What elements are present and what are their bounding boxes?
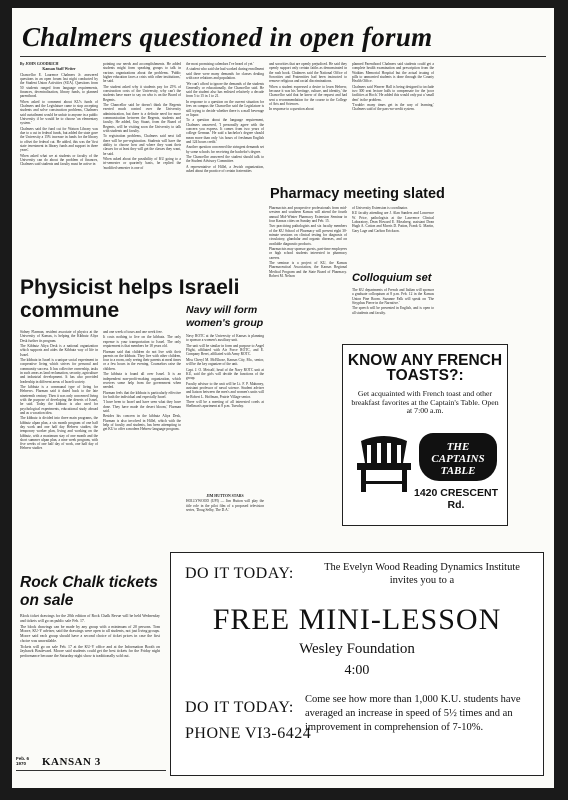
paragraph: Chalmers said the fund cut for Watson Library was due to a cut in federal funds, but added the state gave the University a 15% increase in funds for the library to offset the federal cut. He added, this was the 'first state investment in library funds and support in three years'.	[20, 126, 98, 153]
paragraph: When asked what we at students or faculty of the University can do about the problem of finances, Chalmers said students and faculty must be active in	[20, 153, 98, 167]
colloquium-headline: Colloquium set	[352, 272, 432, 284]
navy-headline: Navy will form women's group	[186, 304, 264, 329]
jim-hutton-item	[186, 492, 264, 550]
paragraph: the most promising calendars I've heard of yet.'	[186, 62, 254, 66]
paragraph: Another question concerned the stringent demands set by some schools for receiving the bachelor's degree.	[186, 145, 264, 154]
newspaper-page	[12, 8, 554, 788]
divider	[16, 770, 166, 771]
evelyn-wood-ad	[170, 552, 544, 776]
jim-hutton-headline: JIM HUTTON STARS	[206, 494, 244, 498]
paragraph: When asked about the possibility of KU going to a tri-semester or quarterly basis, he replied the 'modified semester is one of	[103, 156, 181, 170]
rock-chalk-headline: Rock Chalk tickets on sale	[20, 574, 158, 609]
captains-table-logo	[351, 431, 501, 511]
paragraph: Sidney Flarman, resident associate of physics at the University of Kansas, is helping the Kibbutz Aliya Desk further its program.	[20, 330, 98, 343]
chalmers-column-4	[269, 62, 347, 182]
paragraph: Flarman said that children do not live with their parents on the kibbutz. They live with other children, four to a room, only seeing their parents at meal times or a few hours in the evening. Counselors raise the children.	[103, 349, 181, 371]
chalmers-column-1	[20, 62, 98, 272]
paragraph: of University Extension is coordinator.	[352, 206, 408, 210]
paragraph: In response to a question about	[269, 107, 314, 112]
paragraph: A student who said she had worked during enrollment said there were many demands for classes dealing with race relations and population.	[186, 67, 264, 81]
paragraph: It costs nothing to live on the kibbutz. The only expense is your transportation to Israel. The only requirement is that members be 18 years old.	[103, 335, 181, 349]
paragraph: and one week of tours and one week free.	[103, 330, 163, 334]
captains-chair-icon	[351, 433, 417, 495]
paragraph: Navy ROTC at the University of Kansas is planning to sponsor a women's auxiliary unit.	[186, 334, 264, 343]
paragraph: The speech will be presented in English, and is open to all students and faculty.	[352, 306, 434, 315]
paragraph: To a question about the language requirement, Chalmers answered, 'I personally agree with the concern you express. It comes from two years of college German.' He said a bachelor's degree should mean more than only 'six hours of freshman English and 124 hours credit.'	[186, 118, 264, 144]
chalmers-column-3	[186, 62, 264, 272]
physicist-headline: Physicist helps Israeli commune	[20, 276, 240, 322]
paragraph: Chancellor E. Laurence Chalmers Jr. answered questions in an open forum last night conducted by the Student Union Activities (SUA). Questions from 50 students ranged from language requirements, finances, decentralization, library funds, to planned parenthood.	[20, 72, 98, 99]
pharmacy-headline: Pharmacy meeting slated	[270, 186, 445, 202]
paragraph: The KU departments of French and Italian will sponsor a graduate colloquium at 8 p.m. Feb. 12 in the Kansas Union Pine Room. Suzanne Falk will speak on 'The Sisyphus Pierre in the Narrative.'	[352, 288, 434, 305]
paragraph: Besides his concern in the kibbutz Aliya Desk, Flarman is also involved in Hillel, which with the help of faculty and students, has been attempting to get KU to offer a modern Hebrew language program.	[103, 414, 181, 432]
ad-pitch: Come see how more than 1,000 K.U. students have averaged an increase in speed of 5½ times and an improvement in comprehension of 7-10%.	[305, 694, 521, 733]
paragraph: Pharmacists may sponsor guests, part-time employees or high school students interested in pharmacy careers.	[269, 247, 347, 260]
do-it-today-2: DO IT TODAY:	[185, 699, 294, 716]
paragraph: KU faculty attending are J. Alan Sanders and Lawrence W. Price, pathologists at the Lawrence Clinical Laboratory, Dean Howard E. Mossberg, assistant Dean Hugh A. Cotton and Morris D. Patton, Frank G. Martin, Gary Lage and Carlton Erickson.	[352, 211, 434, 233]
paragraph: Block ticket drawings for the 20th edition of Rock Chalk Revue will be held Wednesday and tickets will go on public sale Feb. 17.	[20, 614, 160, 623]
paragraph: When asked to comment about KU's funds of Chalmers and the Legislature came to stop accepting students and solve construction problems, Chalmers said curtailment would be unfair to anyone in a public University if he would be to choose 'an elementary system.'	[20, 99, 98, 126]
paragraph: Capt. J. O. Metcalf, head of the Navy ROTC unit at KU, said the girls will decide the functions of the group.	[186, 367, 264, 381]
paragraph: Faculty advisor to the unit will be Lt. F. P. Mahoney, assistant professor of naval science. Student adviser and liaison between the men's and women's units will be Robert L. Hoffman, Prairie Village senior.	[186, 381, 264, 399]
paragraph: planned Parenthood Chalmers said students could get a complete health examination and prescription from the Watkins Memorial Hospital but the actual issuing of pills to unmarried students is done through the County Health Office.	[352, 62, 434, 84]
ad-address: 1420 CRESCENT Rd.	[413, 487, 499, 511]
paragraph: Flarman feels that the kibbutz is particularly effective for both the individual and especially Israel.	[103, 390, 181, 399]
physicist-column-2	[103, 330, 181, 550]
paragraph: In response to a question on the current situation for fees on campus the Chancellor said the Legislature is still trying to decide whether there is a mall beverage or liquor.	[186, 99, 264, 117]
colloquium-column	[352, 288, 434, 340]
byline: By JOHN GOODRICH	[20, 62, 59, 66]
ad-body: Get acquainted with French toast and other breakfast favorites at the Captain's Table. Open at 7:00 a.m.	[351, 389, 499, 416]
paragraph: Miss Cheryl M. McElhose, Kansas City, Mo., senior, will be the key organizer of the unit.	[186, 357, 264, 367]
venue: Wesley Foundation	[299, 641, 415, 657]
paragraph: The student asked why it students pay for 25% of construction costs of the University, why can't the students have more to say on who is on the Board of Regents.	[103, 84, 181, 102]
paragraph: Chalmers said Weaver Hall is being designed to include two 300 seat lecture halls to compensate for the 'poor facilities at Hoch.' He added this would only put a 'small dent' in the problem.	[352, 84, 434, 102]
chalmers-column-2	[103, 62, 181, 272]
paragraph: The kibbutz is divided into three main programs, the kibbutz ulpan plan, a six month program of one half day work and one half day Hebrew studies; the temporary worker plan, living and working on the kibbutz, with a maximum stay of one month and the short summer ulpan plan, a nine week program, with five weeks of one half day of work, one half day of Hebrew studies	[20, 416, 98, 451]
folio-date-line1: Feb. 6	[16, 756, 30, 761]
paragraph: When a student expressed a desire to learn Hebrew, because it was his 'heritage, culture, and identity,' the Chancellor said that he knew of the request and had sent a recommendation for the course to the College of Arts and Sciences.	[269, 84, 347, 106]
paragraph: To registration problems, Chalmers said next fall there will be pre-registration. Students will have the ability to choose how and where they want their classes for at least they will get the classes they want, he said.	[103, 134, 181, 156]
paragraph: The block drawings can be made by any group with a minimum of 20 persons. Tom Moore, KU-Y adviser, said the drawings were open to all students, not just living groups. Moore said each group should have a second choice of ticket prices in case the first choice was unavailable.	[20, 624, 160, 643]
captains-table-ad	[342, 344, 508, 526]
ad-headline: KNOW ANY FRENCH TOASTS?:	[347, 352, 503, 384]
paragraph: 'Trouble: many times get in the way of learning,' Chalmers said of the pass-no-credit system.	[352, 103, 434, 112]
physicist-column-1	[20, 330, 98, 570]
paragraph: The Chancellor said he doesn't think the Regents exerted much control over the University administration, but there is a definite need for more communication between the Regents, students and faculty. He added, Guy Stuart, from the Board of Regents, will be visiting soon the University to talk with students and faculty.	[103, 103, 181, 133]
paragraph: The seminar is a project of KU, the Kansas Pharmaceutical Association, the Kansas Regional Medical Program and the State Board of Pharmacy. Robert M. Nelson	[269, 261, 347, 279]
phone-number: PHONE VI3-6424	[185, 725, 312, 742]
paragraph: 'I have been to Israel and have seen what they have done. They have made the desert bloom,' Flarman said.	[103, 400, 181, 413]
paragraph: Two practicing pathologists and six faculty members of the KU School of Pharmacy will present eight 30-minute sessions on clinical testing for diagnosis of circulatory, glandular and organic diseases, and on available diagnostic products.	[269, 224, 347, 246]
mini-lesson-title: FREE MINI-LESSON	[212, 603, 502, 636]
paragraph: The unit will be similar in form and purpose to Angel Flight, affiliated with Air Force ROTC, and E. Company Beret, affiliated with Army ROTC.	[186, 343, 264, 357]
paragraph: 'We can't afford to ignore the demands of the students Generally or educationally, the Chancellor said. He said the student also has enlisted relatively a decade from 5 to 15 in 1 to 21.	[186, 81, 264, 99]
paragraph: Tickets will go on sale Feb. 17 at the KU-Y office and at the Information Booth on Jayhawk Boulevard. Moore said students could get the best tickets for the Friday night performance because the Saturday night show is traditionally sold out.	[20, 644, 160, 658]
paragraph: The Chancellor answered the student should talk to the Student Advisory Committee.	[186, 155, 264, 164]
do-it-today-1: DO IT TODAY:	[185, 565, 294, 582]
paragraph: pointing our needs and accomplishments. He added students might form speaking groups to talk in various organizations about the problems. 'Public higher education faces a crisis with other institutions,' he said.	[103, 62, 181, 84]
paragraph: and sororities that are openly prejudiced. He said they openly support only certain faiths as demonstrated in the rush book. Chalmers said the National Office of Sororities and Fraternities had been instructed to remove religious and racial discriminations.	[269, 62, 347, 84]
divider	[20, 56, 546, 57]
paragraph: The kibbutz in Israel is a unique social experiment in cooperative living which strives for personal and community success. It has collective ownership, tasks in such areas as land reclamation, security, agriculture and industrial development. It has also provided leadership in different areas of Israeli society.	[20, 358, 98, 384]
paragraph: HOLLYWOOD (UPI) — Jim Hutton will play the title role in the pilot film of a proposed television series, 'Doug Selby, The D.A.'	[186, 499, 264, 512]
rock-chalk-column	[20, 614, 160, 750]
folio-date-line2: 1970	[16, 761, 27, 766]
byline-role: Kansan Staff Writer	[42, 66, 76, 71]
folio-date	[16, 756, 29, 766]
paper-name: KANSAN 3	[42, 756, 101, 768]
main-headline: Chalmers questioned in open forum	[22, 22, 433, 52]
paragraph: Pharmacists and prospective professionals from mid-western and southern Kansas will attend the fourth annual Mid-Winter Pharmacy Extension Seminar in four Kansas cities on Sunday and Feb. 15.	[269, 206, 347, 223]
paragraph: The kibbutz is found all over Israel. It is an independent non-profit-making organization, which receives some help from the government when needed.	[103, 372, 181, 390]
navy-column	[186, 334, 264, 494]
pharmacy-column-1	[269, 206, 347, 366]
chalmers-column-5	[352, 62, 434, 182]
time: 4:00	[344, 663, 370, 678]
paragraph: There will be a meeting of all interested coeds at Shellman's apartment at 8 p.m. Tuesday.	[186, 400, 264, 409]
institute-line: The Evelyn Wood Reading Dynamics Institute invites you to a	[324, 562, 520, 586]
paragraph: The Kibbutz Aliya Desk is a national organization which supports and aides the Kibbutz way of life in Israel.	[20, 344, 98, 357]
paragraph: A representative of Hillel, a Jewish organization, asked about the practice of certain fraternities	[186, 164, 264, 174]
logo-name: THE CAPTAINS TABLE	[419, 433, 497, 481]
pharmacy-column-2	[352, 206, 434, 266]
paragraph: The kibbutz is a communal type of living for Hebrews. Flarman said it dated back to the late nineteenth century. Then it was only concerned living with the purpose of developing the deserts of Israel, he said. Today the kibbutz is also used for psychological experiments, educational study abroad and as a vacation idea.	[20, 385, 98, 415]
